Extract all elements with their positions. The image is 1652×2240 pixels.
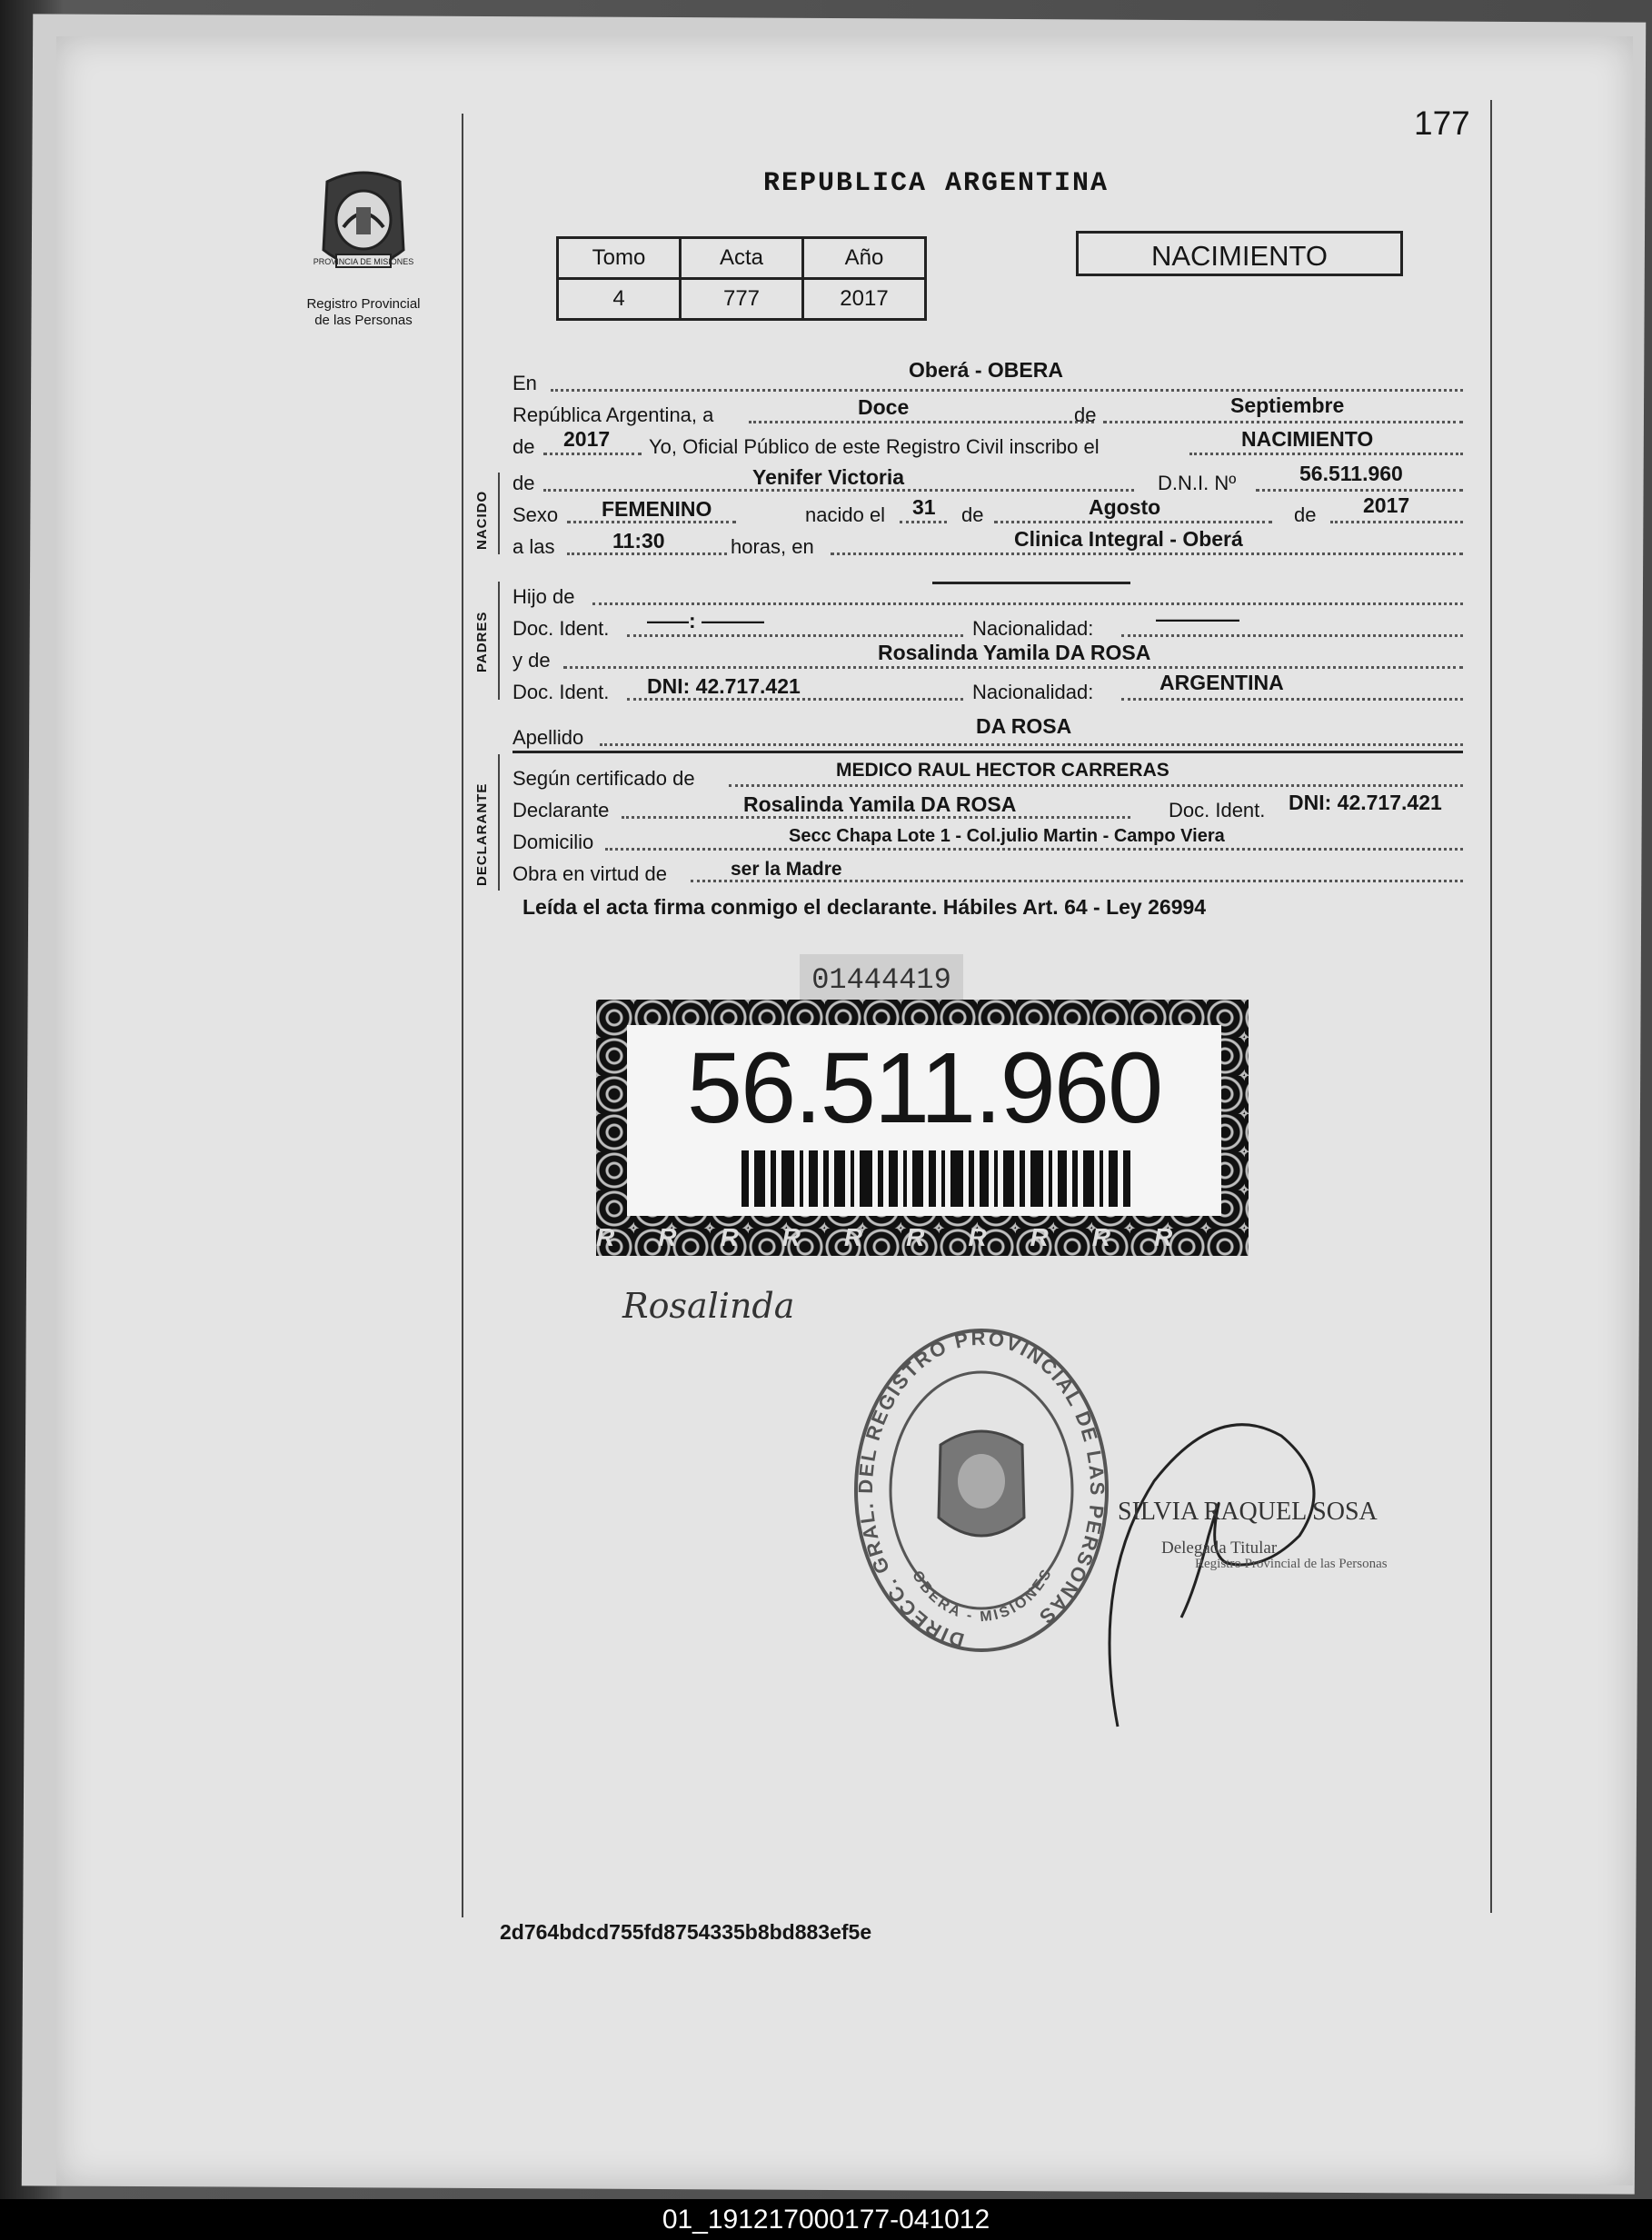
row-domicilio — [513, 827, 1463, 854]
row-inscribe — [513, 427, 1463, 459]
day-value: Doce — [858, 395, 910, 419]
label-a-las: a las — [513, 535, 555, 558]
declarant-value: Rosalinda Yamila DA ROSA — [743, 792, 1017, 816]
dotted-line — [831, 553, 1463, 555]
father-nationality-value: ———— — [1156, 607, 1239, 631]
document-hash: 2d764bdcd755fd8754335b8bd883ef5e — [500, 1920, 872, 1944]
file-id: 01_191217000177-041012 — [662, 2205, 990, 2235]
handwritten-name: Rosalinda — [622, 1286, 795, 1326]
label-segun: Según certificado de — [513, 767, 695, 790]
mother-doc-value: DNI: 42.717.421 — [647, 674, 801, 698]
table-cell: 4 — [558, 279, 681, 320]
row-declarante — [513, 791, 1463, 822]
row-nombre — [513, 462, 1463, 495]
city-value: Oberá - OBERA — [909, 358, 1063, 382]
side-label-nacido: NACIDO — [474, 490, 490, 550]
legal-text: Leída el acta firma conmigo el declarante. Hábiles Art. 64 - Ley 26994 — [522, 895, 1207, 919]
sticker-inner — [627, 1025, 1221, 1216]
birth-place-value: Clinica Integral - Oberá — [1014, 527, 1243, 551]
label-en: En — [513, 372, 537, 394]
section-line — [498, 754, 500, 891]
label-nacionalidad: Nacionalidad: — [972, 617, 1094, 640]
dotted-line — [1256, 489, 1463, 492]
capacity-value: ser la Madre — [731, 859, 842, 880]
section-divider — [513, 751, 1463, 753]
svg-text:OBERA - MISIONES: OBERA - MISIONES — [909, 1565, 1056, 1626]
label-de: de — [961, 503, 984, 526]
label-declarante: Declarante — [513, 799, 610, 821]
act-type-box: NACIMIENTO — [1076, 231, 1403, 276]
page-number: 177 — [1414, 105, 1470, 142]
birth-time-value: 11:30 — [612, 529, 665, 553]
dotted-line — [900, 521, 947, 523]
signatory-office: Registro Provincial de las Personas — [1195, 1557, 1388, 1571]
father-doc-value: ——: ——— — [647, 609, 765, 632]
section-line — [498, 582, 500, 700]
dotted-line — [592, 602, 1463, 605]
child-dni-value: 56.511.960 — [1299, 462, 1403, 485]
svg-text:PROVINCIA DE MISIONES: PROVINCIA DE MISIONES — [313, 257, 414, 266]
label-doc-ident: Doc. Ident. — [513, 617, 610, 640]
sex-value: FEMENINO — [602, 497, 712, 521]
declarant-doc-value: DNI: 42.717.421 — [1289, 791, 1442, 814]
mother-nationality-value: ARGENTINA — [1159, 671, 1284, 694]
table-header: Tomo — [558, 238, 681, 279]
row-doc-madre — [513, 671, 1463, 704]
row-hijo — [513, 582, 1463, 609]
registry-seal-icon — [850, 1327, 1113, 1663]
label-domicilio: Domicilio — [513, 831, 594, 853]
svg-text:DIRECC. GRAL. DEL REGISTRO PRO: DIRECC. GRAL. DEL REGISTRO PROVINCIAL DE LAS PERSONAS — [853, 1327, 1110, 1652]
row-sexo — [513, 493, 1463, 527]
logo-caption — [273, 296, 454, 329]
right-margin-line — [1490, 100, 1492, 1913]
table-header: Año — [803, 238, 926, 279]
side-label-declarante: DECLARANTE — [474, 782, 490, 886]
dotted-line — [1330, 521, 1463, 523]
year-value: 2017 — [563, 427, 611, 451]
table-cell: 777 — [681, 279, 803, 320]
section-line — [498, 473, 500, 554]
file-id-bar — [0, 2199, 1652, 2240]
label-nacido: nacido el — [805, 503, 886, 526]
table-header-row — [558, 238, 926, 279]
label-obra: Obra en virtud de — [513, 862, 667, 885]
label-de: de — [1074, 403, 1097, 426]
dotted-line — [551, 389, 1463, 392]
dotted-line — [1121, 634, 1463, 637]
label-hijo: Hijo de — [513, 585, 575, 608]
dotted-line — [627, 634, 963, 637]
label-horas: horas, en — [731, 535, 814, 558]
row-hora — [513, 527, 1463, 559]
registry-table — [556, 236, 927, 321]
row-certificado — [513, 760, 1463, 791]
table-row — [558, 279, 926, 320]
row-doc-padre — [513, 607, 1463, 641]
label-sexo: Sexo — [513, 503, 559, 526]
signatory-role: Delegada Titular — [1161, 1538, 1278, 1558]
blank-dash — [932, 582, 1130, 584]
row-obra — [513, 859, 1463, 886]
birth-day-value: 31 — [912, 495, 936, 519]
dotted-line — [605, 848, 1463, 851]
month-value: Septiembre — [1230, 393, 1345, 417]
dotted-line — [1121, 698, 1463, 701]
label-doc-ident: Doc. Ident. — [513, 681, 610, 703]
row-en — [513, 358, 1463, 395]
birth-month-value: Agosto — [1089, 495, 1161, 519]
child-name-value: Yenifer Victoria — [752, 465, 905, 489]
dotted-line — [994, 521, 1272, 523]
label-dni: D.N.I. Nº — [1158, 472, 1237, 494]
dotted-line — [600, 743, 1463, 746]
logo-caption-line1: Registro Provincial — [306, 296, 421, 312]
certificate-value: MEDICO RAUL HECTOR CARRERAS — [836, 760, 1169, 781]
misiones-emblem-icon — [309, 164, 418, 286]
label-de: de — [513, 472, 535, 494]
dotted-line — [563, 666, 1463, 669]
signature-icon — [1100, 1399, 1372, 1745]
signatory-name: SILVIA RAQUEL SOSA — [1118, 1498, 1378, 1526]
row-apellido — [513, 714, 1463, 750]
oficial-text: Yo, Oficial Público de este Registro Civil inscribo el — [649, 435, 1100, 458]
dotted-line — [729, 784, 1463, 787]
label-doc-ident: Doc. Ident. — [1169, 799, 1266, 821]
serial-number: 01444419 — [800, 954, 963, 1007]
label-republica: República Argentina, a — [513, 403, 714, 426]
table-cell: 2017 — [803, 279, 926, 320]
document-title: REPUBLICA ARGENTINA — [763, 168, 1110, 199]
label-de: de — [1294, 503, 1317, 526]
barcode-icon — [741, 1150, 1132, 1207]
label-nacionalidad: Nacionalidad: — [972, 681, 1094, 703]
left-margin-line — [462, 114, 463, 1917]
dotted-line — [543, 453, 642, 455]
inscribe-type-value: NACIMIENTO — [1241, 427, 1374, 451]
label-y-de: y de — [513, 649, 551, 672]
label-de: de — [513, 435, 535, 458]
row-fecha — [513, 393, 1463, 427]
row-madre — [513, 641, 1463, 672]
dotted-line — [1189, 453, 1463, 455]
dotted-line — [1103, 421, 1463, 423]
label-apellido: Apellido — [513, 726, 584, 749]
sticker-r-pattern: RRRRRRRRRR — [596, 1223, 1217, 1251]
logo-caption-line2: de las Personas — [314, 313, 413, 328]
id-label-sticker — [596, 1000, 1249, 1256]
label-number: 56.511.960 — [686, 1032, 1162, 1144]
address-value: Secc Chapa Lote 1 - Col.julio Martin - Campo Viera — [789, 826, 1225, 846]
table-header: Acta — [681, 238, 803, 279]
dotted-line — [749, 421, 1094, 423]
birth-year-value: 2017 — [1363, 493, 1410, 517]
mother-name-value: Rosalinda Yamila DA ROSA — [878, 641, 1151, 664]
side-label-padres: PADRES — [474, 611, 490, 672]
surname-value: DA ROSA — [976, 714, 1072, 738]
